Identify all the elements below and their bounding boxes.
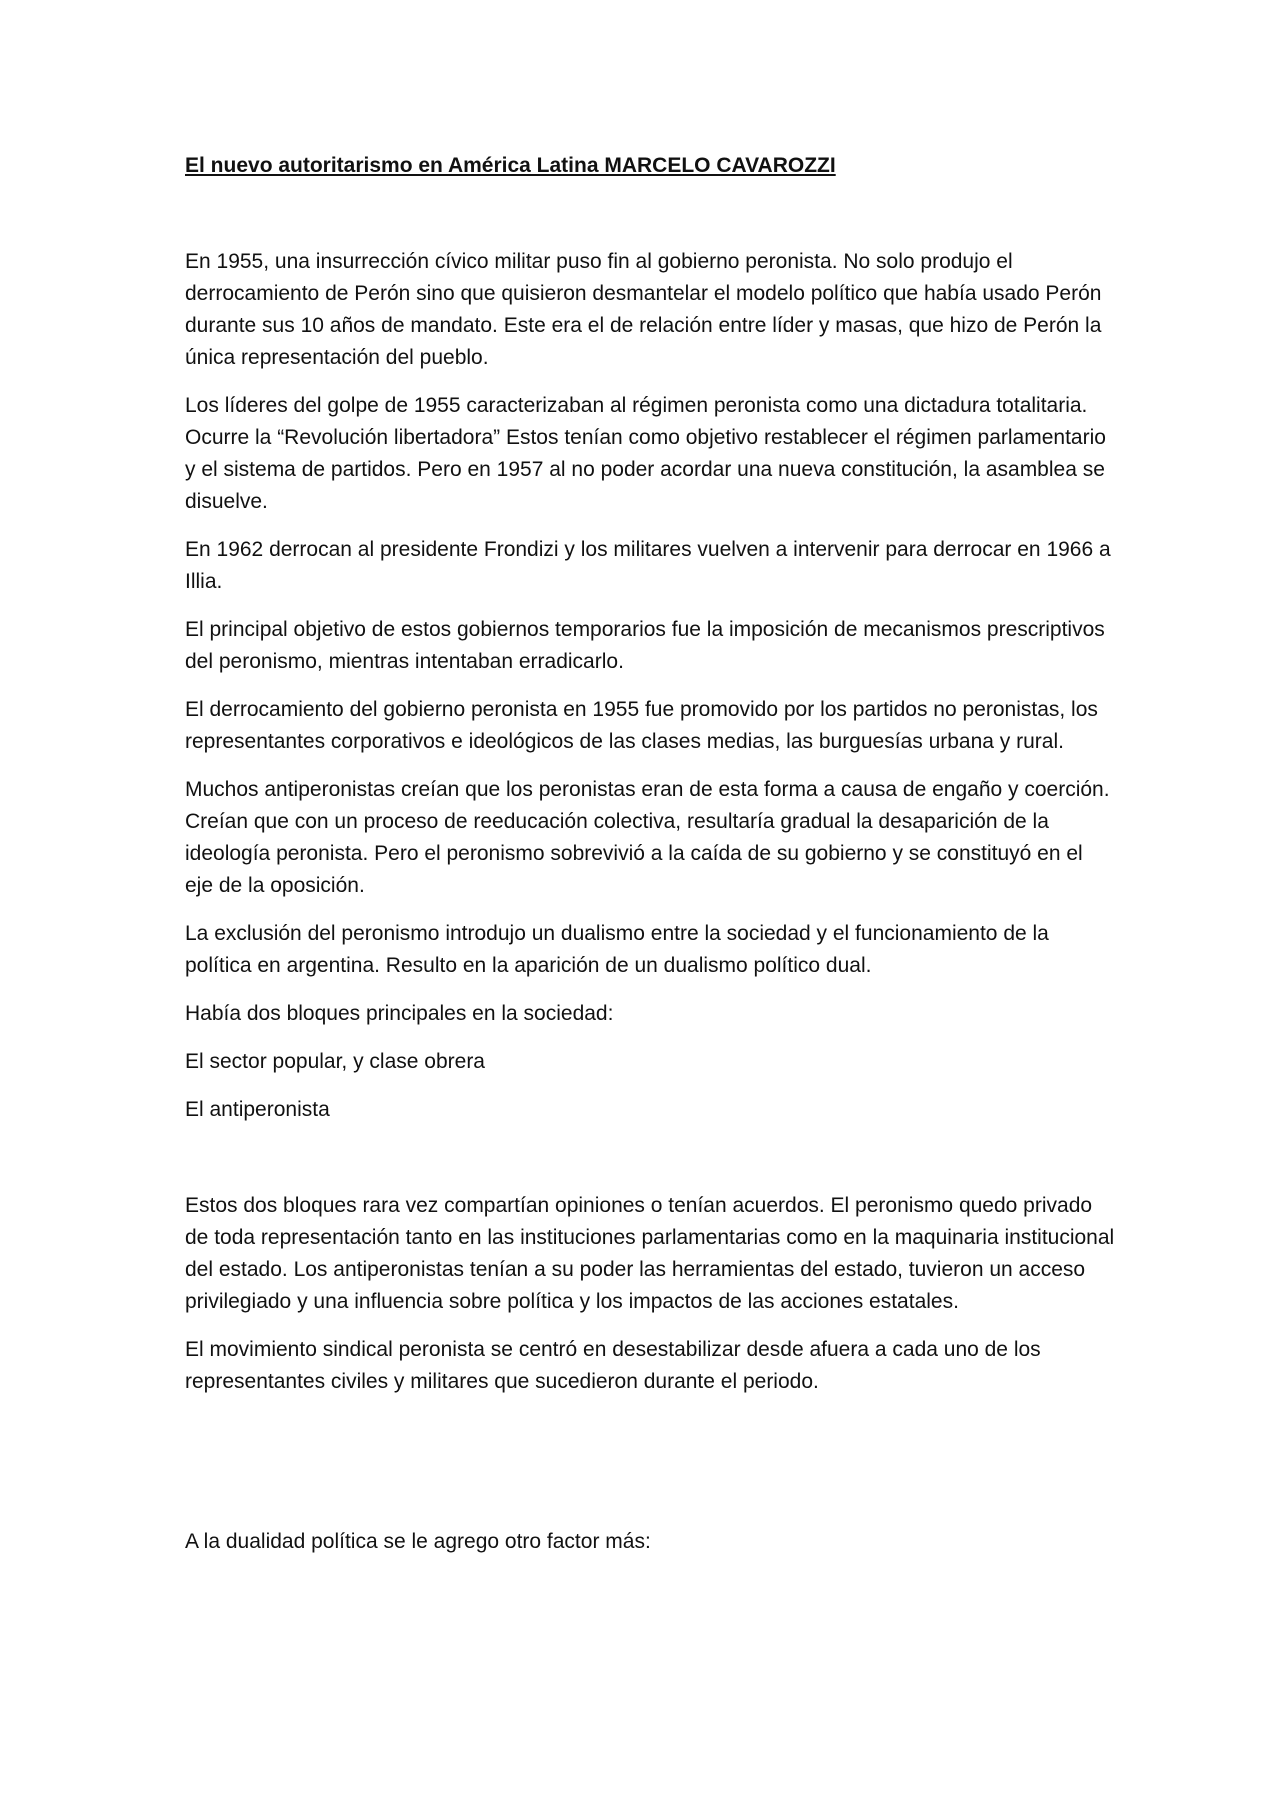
document-body [185, 150, 1115, 1574]
paragraph-golpe-1955: En 1955, una insurrección cívico militar puso fin al gobierno peronista. No solo produjo el derrocamiento de Perón sino que quisieron desmantelar el modelo político que había usado Perón durante sus 10 años de mandato. Este era el de relación entre líder y masas, que hizo de Perón la única representación del pueblo. [185, 250, 1102, 369]
paragraph-movimiento-sindical: El movimiento sindical peronista se centró en desestabilizar desde afuera a cada uno de los representantes civiles y militares que sucedieron durante el periodo. [185, 1338, 1041, 1393]
paragraph-dos-bloques: Había dos bloques principales en la sociedad: [185, 1002, 614, 1025]
paragraph-objetivo-gobiernos: El principal objetivo de estos gobiernos temporarios fue la imposición de mecanismos prescriptivos del peronismo, mientras intentaban erradicarlo. [185, 618, 1105, 673]
paragraph-antiperonistas: Muchos antiperonistas creían que los peronistas eran de esta forma a causa de engaño y coerción. Creían que con un proceso de reeducación colectiva, resultaría gradual la desaparición de la ideología peronista. Pero el peronismo sobrevivió a la caída de su gobierno y se constituyó en el eje de la oposición. [185, 778, 1110, 897]
paragraph-bloques-opiniones: Estos dos bloques rara vez compartían opiniones o tenían acuerdos. El peronismo quedo privado de toda representación tanto en las instituciones parlamentarias como en la maquinaria institucional del estado. Los antiperonistas tenían a su poder las herramientas del estado, tuvieron un acceso privilegiado y una influencia sobre política y los impactos de las acciones estatales. [185, 1194, 1115, 1313]
spacer [185, 182, 1115, 246]
paragraph-revolucion-libertadora: Los líderes del golpe de 1955 caracterizaban al régimen peronista como una dictadura totalitaria. Ocurre la “Revolución libertadora” Estos tenían como objetivo restablecer el régimen parlamentario y el sistema de partidos. Pero en 1957 al no poder acordar una nueva constitución, la asamblea se disuelve. [185, 394, 1106, 513]
spacer [185, 1142, 1115, 1190]
list-item-sector-popular: El sector popular, y clase obrera [185, 1050, 485, 1073]
paragraph-exclusion-peronismo: La exclusión del peronismo introdujo un dualismo entre la sociedad y el funcionamiento de la política en argentina. Resulto en la aparición de un dualismo político dual. [185, 922, 1049, 977]
paragraph-derrocamiento-promovido: El derrocamiento del gobierno peronista en 1955 fue promovido por los partidos no peronistas, los representantes corporativos e ideológicos de las clases medias, las burguesías urbana y rural. [185, 698, 1098, 753]
paragraph-dualidad-politica: A la dualidad política se le agrego otro factor más: [185, 1530, 651, 1553]
spacer [185, 1414, 1115, 1526]
paragraph-frondizi-illia: En 1962 derrocan al presidente Frondizi y los militares vuelven a intervenir para derrocar en 1966 a Illia. [185, 538, 1111, 593]
list-item-antiperonista: El antiperonista [185, 1098, 330, 1121]
document-title: El nuevo autoritarismo en América Latina MARCELO CAVAROZZI [185, 154, 836, 177]
